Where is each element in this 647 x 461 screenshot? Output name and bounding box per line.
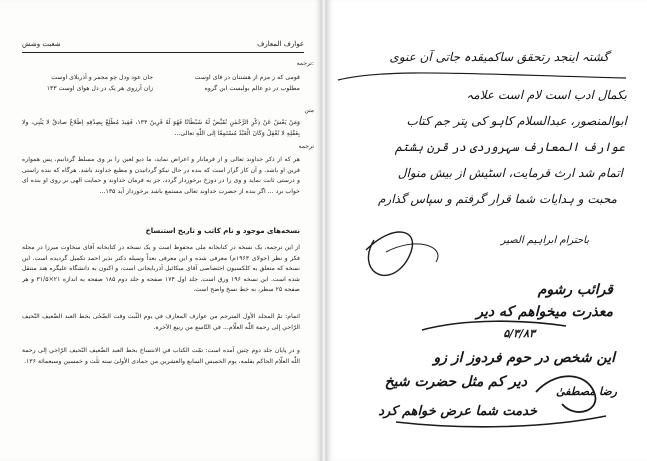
arabic-source-text: وَمَنْ يَعْشُ عَنْ ذِكْرِ الرَّحْمٰنِ نُقَيِّضْ لَهُ شَيْطَانًا فَهُوَ لَهُ قَرِينٌ ۱۳۴، فَقِيدَ مُطَّلِعٌ بِصِدْقِهِ اِطِّلاعٌ صادقٌ لا يَثْنِي، ولا بِعَقْلِهِ لا تُعْقِلُ وَكَانَ الْعَبْدُ مُسْتَمِعًا إلى اللّٰهِ تعالى... [22, 119, 300, 137]
running-head [22, 40, 304, 53]
handwritten-line: اتمام شد ارث قرمایت، اسٹیش از بیش منوال [397, 166, 623, 180]
handwritten-line: ابوالمنصور، عبدالسلام کاہو کی پتر جم کتاب [406, 114, 627, 128]
verse-row [28, 72, 300, 83]
persian-translation-text: هر که از ذکر خداوند تعالی و از قرمانار و اعراض نماید، ما دیو لعین را بر وی مسلط گردانیم، پس همواره قرین او باشد. و آن کار گزار است که بنده در حال نیکو گردانیدن و مطیع خداوند باشد. هرگاه که بنده راستی و درستی ثابت نماید و وی را در دوزخ برخوردار گردد، جز به فرمان خداوند و حمایت الهی بر روی او بنده ای خواب برد ... اگر بنده از حضرت خداوند تعالی مستمع باشد برخوردار آید ۱۳۵... [22, 156, 300, 195]
section-heading: نسخه‌های موجود و نام کاتب و تاریخ استنساخ [145, 227, 300, 235]
handwritten-signature: باحترام ابراہیم الصیر [500, 235, 589, 246]
handwritten-line: گشتہ اینجد رتحقق ساکمیقدہ جاتی آن عنوی [389, 50, 609, 64]
handwritten-line: بکمال ادب است لام است علامہ [466, 88, 627, 102]
margin-label-source: متن [304, 107, 314, 114]
handwritten-date: ۵/۳/۸۳ [503, 327, 535, 340]
handwritten-response-line: دیر کم مثل حضرت شیخ [384, 374, 527, 390]
handwritten-response-line: قرائب رشوم [537, 282, 613, 298]
verse-row [28, 83, 300, 94]
verse-hemistich: مطلوب در دو عالم بولیست این گروه [204, 85, 300, 92]
verse-hemistich: قومی که ز مزم از هشتنان در قای اوست [194, 74, 300, 81]
margin-label-translation-2: ترجمه [298, 143, 314, 150]
verse-hemistich: جان عود ودل چو مجمر و آذربلای اوست [51, 74, 154, 81]
margin-label-translation: ترجمه: [296, 60, 314, 67]
running-head-right: عوارف المعارف [257, 40, 304, 48]
running-head-left: شعبت وشش [22, 40, 61, 48]
verse-hemistich: زان آرزوی هر یک در دل هوای اوست ۱۳۳ [46, 85, 154, 92]
handwritten-response-line: این شخص در حوم فردوز از زو [433, 350, 615, 366]
colophon-volume-1: اتمام: تمّ المجلد الأول المترجم من عوارف المعارف في يوم الثّبت وقت الضّحٰى بخط العبد الضّعيف النّحيف الرّاجي إلى رحمة اللّٰه العلّام... في التّاسع من ربيع الآخرة. [22, 313, 300, 331]
manuscripts-section-text: از این ترجمه، یک نسخه در کتابخانه ملی محفوظ است و یک نسخه در کتابخانه آقای سخاوت میرزا در مجله فکر و نظر (جولای ۱۹۶۳م) معرفی شده و این معرفی بعداً وسیله دکتر نذیر احمد تکمیل گردیده است. این نسخه که متعلق به کلکسیون اختصاصی آقای میکائیل آذربایجانی است، و اکنون به دانشگاه علیگره هند منتقل شده است. این نسخه ۱۹۶ ورق است. جلد اول ۱۷۴ صفحه و جلد دوم ۱۸۵ صفحه به اندازه ۲۱×۳۱/۵ و هر صفحه ۲۵ سطر، به خط نسخ واضح است. [22, 244, 300, 293]
handwritten-line: عوارف المعارف سہروردی در قرن ہشتم [394, 140, 625, 154]
handwritten-line: محبت و ہدایات شما قرار گرفتم و سپاس گذارم [377, 192, 617, 206]
ink-flourish-icon [326, 0, 647, 461]
handwritten-closing-signature: رضا مصطفیٰ [555, 385, 617, 398]
printed-page [0, 0, 322, 461]
handwritten-page [326, 0, 647, 461]
verse-block [28, 72, 300, 94]
handwritten-response-line: خدمت شما عرض خواهم کرد [378, 404, 537, 419]
handwritten-response-line: معذرت میخواهم که دیر [476, 304, 613, 320]
colophon-volume-2: و در پایان جلد دوم چنین آمده است: تمّت الکتاب في الانتساخ بخط العبد الضّعيف النّحيف الرّاجي إلى رحمة اللّٰه العلّام الحاكم بقلمه، يوم الخميس السابع والعشرين من جمادی الأولیٰ سنه ثلٰث و خمسين وسبعمائة ۱۳۶. [22, 347, 300, 365]
